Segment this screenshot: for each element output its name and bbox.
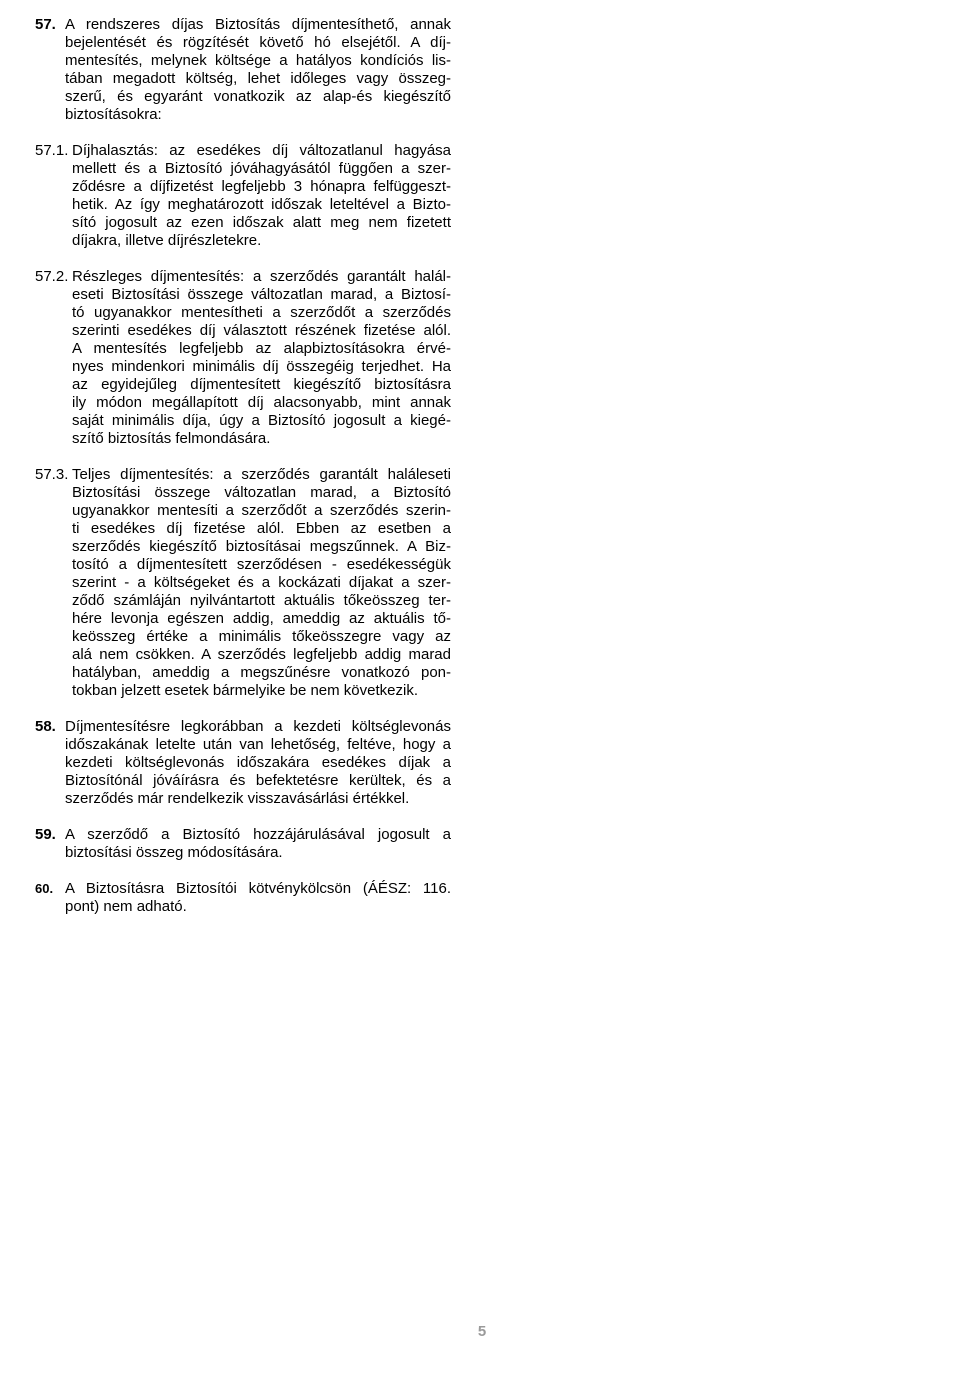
text-line: szerinti esedékes díj választott részének fizetése alól. bbox=[72, 322, 451, 339]
section-text bbox=[65, 880, 451, 916]
text-line: szerint - a költségeket és a kockázati díjakat a szer- bbox=[72, 574, 451, 591]
text-line: ugyanakkor mentesíti a szerződőt a szerződés szerin- bbox=[72, 502, 451, 519]
text-line: nyes mindenkori minimális díj összegéig terjedhet. Ha bbox=[72, 358, 451, 375]
text-line: alá nem csökken. A szerződés legfeljebb addig marad bbox=[72, 646, 451, 663]
text-line: szerű, és egyaránt vonatkozik az alap-és kiegészítő bbox=[65, 88, 451, 105]
text-line: hetik. Az így meghatározott időszak leteltével a Bizto- bbox=[72, 196, 451, 213]
subsection-57-3 bbox=[35, 466, 451, 700]
text-line: díjakra, illetve díjrészletekre. bbox=[72, 232, 262, 249]
text-line: Biztosítónál jóváírásra és befektetésre kerültek, és a bbox=[65, 772, 451, 789]
section-text bbox=[65, 718, 451, 808]
text-line: A Biztosításra Biztosítói kötvénykölcsön (ÁÉSZ: 116. bbox=[65, 880, 451, 897]
text-line: ti esedékes díj fizetése alól. Ebben az esetben a bbox=[72, 520, 451, 537]
text-line: kezdeti költséglevonás időszakára esedékes díjak a bbox=[65, 754, 451, 771]
section-59 bbox=[35, 826, 451, 862]
section-number: 60. bbox=[35, 881, 54, 896]
text-line: Teljes díjmentesítés: a szerződés garantált haláleseti bbox=[72, 466, 451, 483]
text-line: tokban jelzett esetek bármelyike be nem következik. bbox=[72, 682, 419, 699]
text-line: tó ugyanakkor mentesítheti a szerződőt a szerződés bbox=[72, 304, 451, 321]
text-line: A mentesítés legfeljebb az alapbiztosításokra érvé- bbox=[72, 340, 451, 357]
text-line: biztosításokra: bbox=[65, 106, 162, 123]
text-line: szerződés már rendelkezik visszavásárlási értékkel. bbox=[65, 790, 410, 807]
text-line: hatályban, ameddig a megszűnésre vonatkozó pon- bbox=[72, 664, 451, 681]
section-57 bbox=[35, 16, 451, 124]
text-line: tosító a díjmentesített szerződésen - esedékességük bbox=[72, 556, 451, 573]
section-text bbox=[65, 826, 451, 862]
text-line: sító jogosult az ezen időszak alatt meg nem fizetett bbox=[72, 214, 451, 231]
subsection-number: 57.1. bbox=[35, 142, 69, 159]
text-line: biztosítási összeg módosítására. bbox=[65, 844, 283, 861]
text-line: mentesítés, melynek költsége a hatályos kondíciós lis- bbox=[65, 52, 451, 69]
text-line: ződő számláján nyilvántartott aktuális tőkeösszeg ter- bbox=[72, 592, 451, 609]
section-58 bbox=[35, 718, 451, 808]
text-line: szítő biztosítás felmondására. bbox=[72, 430, 271, 447]
text-line: tában megadott költség, lehet időleges vagy összeg- bbox=[65, 70, 451, 87]
text-line: az egyidejűleg díjmentesített kiegészítő biztosításra bbox=[72, 376, 451, 393]
text-line: pont) nem adható. bbox=[65, 898, 187, 915]
section-number: 58. bbox=[35, 718, 56, 735]
text-line: Részleges díjmentesítés: a szerződés garantált halál- bbox=[72, 268, 451, 285]
text-line: ily módon megállapított díj alacsonyabb, mint annak bbox=[72, 394, 451, 411]
section-60 bbox=[35, 880, 451, 916]
subsection-number: 57.2. bbox=[35, 268, 69, 285]
subsection-text bbox=[72, 142, 451, 250]
document-body bbox=[35, 16, 451, 934]
subsection-57-1 bbox=[35, 142, 451, 250]
subsection-number: 57.3. bbox=[35, 466, 69, 483]
text-line: mellett és a Biztosító jóváhagyásától függően a szer- bbox=[72, 160, 451, 177]
text-line: saját minimális díja, úgy a Biztosító jogosult a kiegé- bbox=[72, 412, 451, 429]
text-line: Biztosítási összege változatlan marad, a Biztosító bbox=[72, 484, 451, 501]
text-line: időszakának letelte után van lehetőség, feltéve, hogy a bbox=[65, 736, 451, 753]
section-text bbox=[65, 16, 451, 124]
page-number: 5 bbox=[477, 1323, 487, 1340]
text-line: A szerződő a Biztosító hozzájárulásával jogosult a bbox=[65, 826, 451, 843]
text-line: ződésre a díjfizetést legfeljebb 3 hónapra felfüggeszt- bbox=[72, 178, 451, 195]
text-line: Díjmentesítésre legkorábban a kezdeti költséglevonás bbox=[65, 718, 451, 735]
subsection-57-2 bbox=[35, 268, 451, 448]
section-number: 57. bbox=[35, 16, 56, 33]
text-line: Díjhalasztás: az esedékes díj változatlanul hagyása bbox=[72, 142, 451, 159]
text-line: bejelentését és rögzítését követő hó elsejétől. A díj- bbox=[65, 34, 451, 51]
text-line: A rendszeres díjas Biztosítás díjmentesíthető, annak bbox=[65, 16, 451, 33]
section-number: 59. bbox=[35, 826, 56, 843]
subsection-text bbox=[72, 466, 451, 700]
text-line: keösszeg értéke a minimális tőkeösszegre vagy az bbox=[72, 628, 451, 645]
text-line: hére levonja egészen addig, ameddig az aktuális tő- bbox=[72, 610, 451, 627]
text-line: eseti Biztosítási összege változatlan marad, a Biztosí- bbox=[72, 286, 451, 303]
text-line: szerződés kiegészítő biztosításai megszűnnek. A Biz- bbox=[72, 538, 451, 555]
subsection-text bbox=[72, 268, 451, 448]
